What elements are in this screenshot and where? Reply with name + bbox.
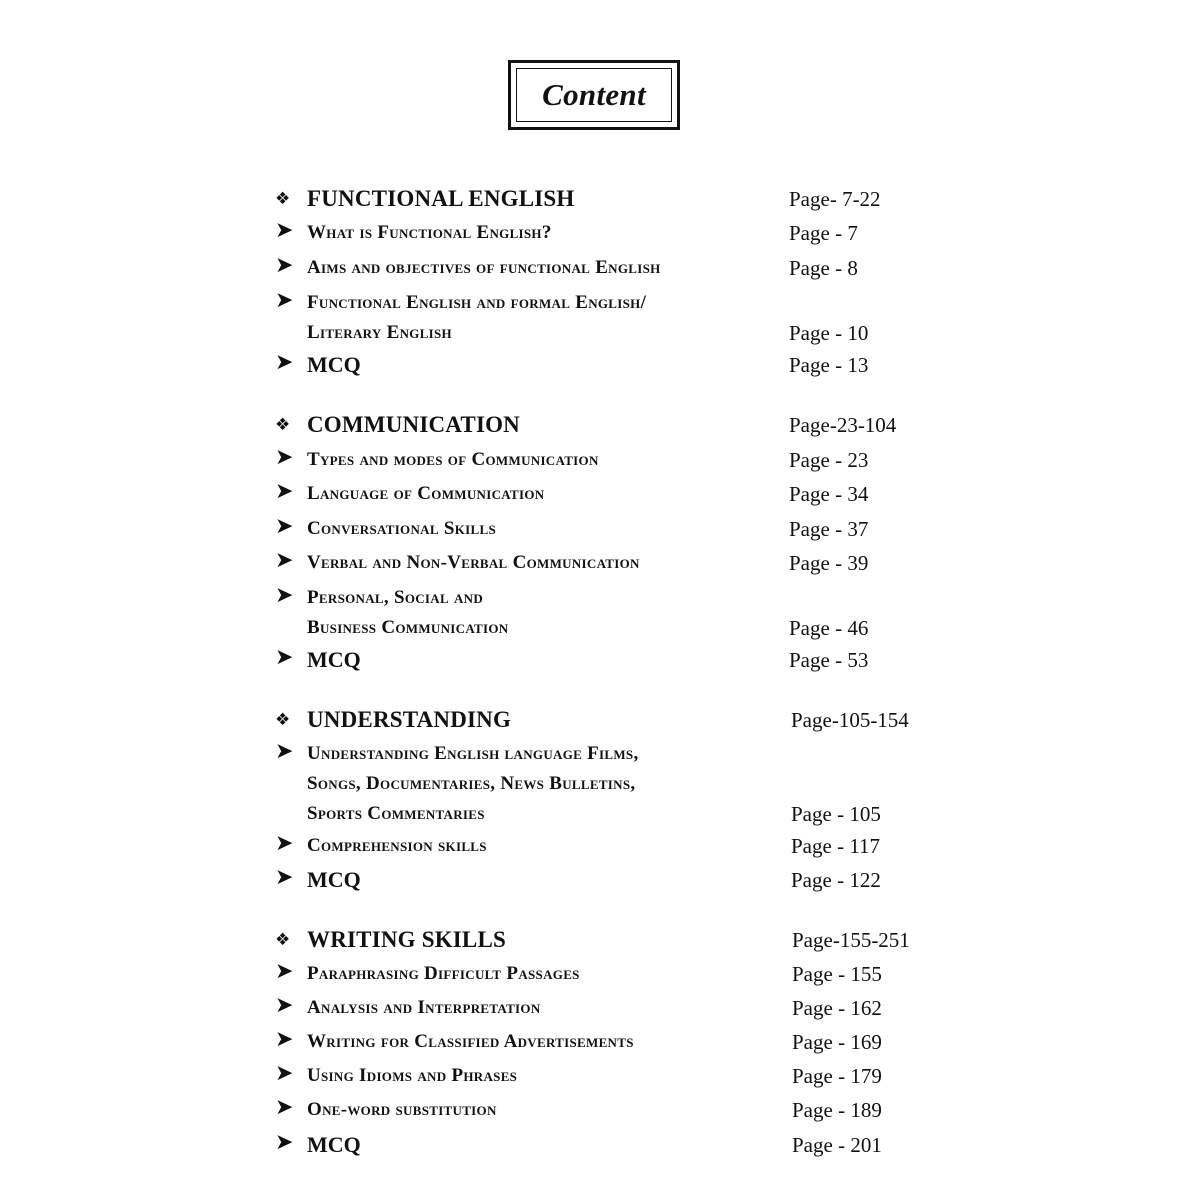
toc-item-label: Using Idioms and Phrases [307,1065,518,1086]
toc-item-label: Sports Commentaries [307,803,485,824]
toc-item-page: Page - 105 [791,802,881,826]
toc-item-page: Page - 34 [789,482,869,506]
toc-item-label: MCQ [307,352,361,377]
toc-item-page: Page - 8 [789,256,858,280]
toc-item-page: Page - 10 [789,321,869,345]
section-heading: COMMUNICATION [307,412,520,437]
arrow-bullet-icon: ➤ [275,831,294,856]
arrow-bullet-icon: ➤ [275,645,294,670]
toc-item-label: Comprehension skills [307,835,487,856]
section-page-range: Page- 7-22 [789,187,881,211]
section-page-range: Page-23-104 [789,413,897,437]
toc-item-page: Page - 155 [792,962,882,986]
toc-item-page: Page - 37 [789,517,869,541]
toc-item-label: Songs, Documentaries, News Bulletins, [307,773,636,794]
arrow-bullet-icon: ➤ [275,253,294,278]
toc-item-page: Page - 201 [792,1133,882,1157]
toc-item-label: One-word substitution [307,1099,497,1120]
toc-item-label: MCQ [307,867,361,892]
diamond-bullet-icon: ❖ [275,710,291,730]
toc-item-label: Writing for Classified Advertisements [307,1031,634,1052]
arrow-bullet-icon: ➤ [275,959,294,984]
arrow-bullet-icon: ➤ [275,1130,294,1155]
arrow-bullet-icon: ➤ [275,514,294,539]
section-page-range: Page-105-154 [791,708,909,732]
toc-item-label: Types and modes of Communication [307,449,599,470]
arrow-bullet-icon: ➤ [275,739,294,764]
toc-item-label: Functional English and formal English/ [307,292,647,313]
toc-item-page: Page - 162 [792,996,882,1020]
toc-item-page: Page - 39 [789,551,869,575]
toc-item-label: Understanding English language Films, [307,743,639,764]
arrow-bullet-icon: ➤ [275,1095,294,1120]
toc-item-page: Page - 169 [792,1030,882,1054]
toc-item-label: Paraphrasing Difficult Passages [307,963,580,984]
arrow-bullet-icon: ➤ [275,548,294,573]
toc-item-page: Page - 179 [792,1064,882,1088]
arrow-bullet-icon: ➤ [275,445,294,470]
toc-item-label: Literary English [307,322,452,343]
toc-item-label: MCQ [307,647,361,672]
toc-item-page: Page - 46 [789,616,869,640]
toc-item-page: Page - 117 [791,834,881,858]
arrow-bullet-icon: ➤ [275,288,294,313]
diamond-bullet-icon: ❖ [275,415,291,435]
arrow-bullet-icon: ➤ [275,350,294,375]
toc-item-label: MCQ [307,1132,361,1157]
section-heading: FUNCTIONAL ENGLISH [307,186,575,211]
toc-item-page: Page - 53 [789,648,869,672]
toc-item-label: Personal, Social and [307,587,484,608]
section-page-range: Page-155-251 [792,928,910,952]
toc-item-page: Page - 189 [792,1098,882,1122]
section-heading: WRITING SKILLS [307,927,507,952]
arrow-bullet-icon: ➤ [275,1027,294,1052]
arrow-bullet-icon: ➤ [275,479,294,504]
arrow-bullet-icon: ➤ [275,1061,294,1086]
toc-item-page: Page - 122 [791,868,881,892]
toc-item-label: What is Functional English? [307,222,552,243]
toc-item-page: Page - 23 [789,448,869,472]
toc-item-label: Conversational Skills [307,518,496,539]
toc-item-label: Language of Communication [307,483,545,504]
section-heading: UNDERSTANDING [307,707,512,732]
toc-item-page: Page - 7 [789,221,858,245]
arrow-bullet-icon: ➤ [275,218,294,243]
toc-item-label: Analysis and Interpretation [307,997,541,1018]
toc-item-label: Business Communication [307,617,509,638]
arrow-bullet-icon: ➤ [275,993,294,1018]
diamond-bullet-icon: ❖ [275,189,291,209]
toc-item-page: Page - 13 [789,353,869,377]
toc-item-label: Aims and objectives of functional English [307,257,661,278]
toc-item-label: Verbal and Non-Verbal Communication [307,552,640,573]
diamond-bullet-icon: ❖ [275,930,291,950]
page-title: Content [542,77,646,112]
arrow-bullet-icon: ➤ [275,583,294,608]
arrow-bullet-icon: ➤ [275,865,294,890]
